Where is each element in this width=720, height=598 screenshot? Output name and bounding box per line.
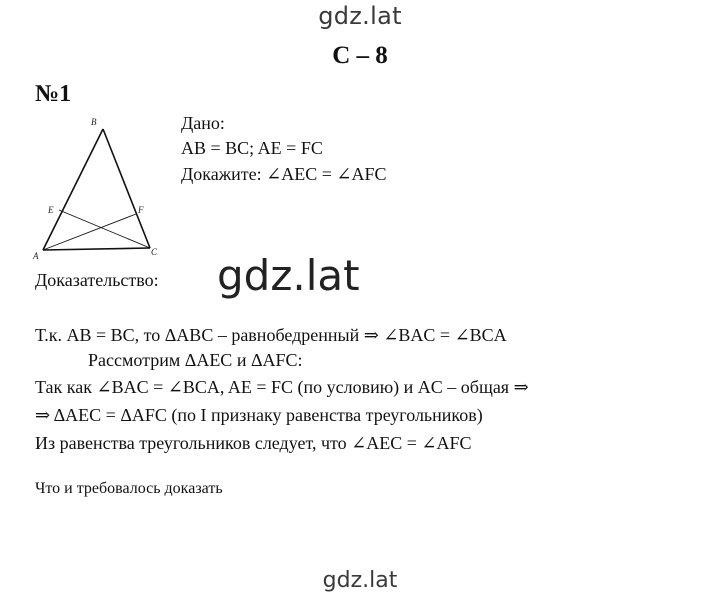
side-ac <box>43 248 150 250</box>
proof-line: Рассмотрим ΔAEC и ΔAFC: <box>88 350 303 370</box>
watermark-top: gdz.lat <box>318 2 402 30</box>
label-c: C <box>151 247 158 257</box>
given-condition: AB = BC; AE = FC <box>181 138 323 158</box>
proof-line: Т.к. AB = BC, то ΔABC – равнобедренный ⇒ ∠BAC = ∠BCA <box>35 325 507 345</box>
proof-line: Из равенства треугольников следует, что ∠AEC = ∠AFC <box>35 433 472 453</box>
triangle-figure <box>30 115 160 265</box>
watermark-bottom: gdz.lat <box>322 568 398 593</box>
proof-label: Доказательство: <box>35 270 159 290</box>
given-label: Дано: <box>181 113 225 133</box>
label-e: E <box>48 205 54 215</box>
label-b: B <box>91 117 97 127</box>
proof-line: ⇒ ΔAEC = ΔAFC (по I признаку равенства треугольников) <box>35 405 483 425</box>
proof-conclusion: Что и требовалось доказать <box>35 480 223 497</box>
task-number: №1 <box>35 81 72 107</box>
page-title: С – 8 <box>332 42 388 69</box>
segment-af <box>43 214 136 250</box>
proof-line: Так как ∠BAC = ∠BCA, AE = FC (по условию) и AC – общая ⇒ <box>35 377 529 397</box>
watermark-middle: gdz.lat <box>217 251 360 300</box>
segment-ef-c <box>59 210 150 248</box>
given-prove-statement: Докажите: ∠AEC = ∠AFC <box>181 164 387 184</box>
side-bc <box>103 129 150 248</box>
side-ab <box>43 129 103 250</box>
label-f: F <box>138 205 144 215</box>
label-a: A <box>33 251 39 261</box>
